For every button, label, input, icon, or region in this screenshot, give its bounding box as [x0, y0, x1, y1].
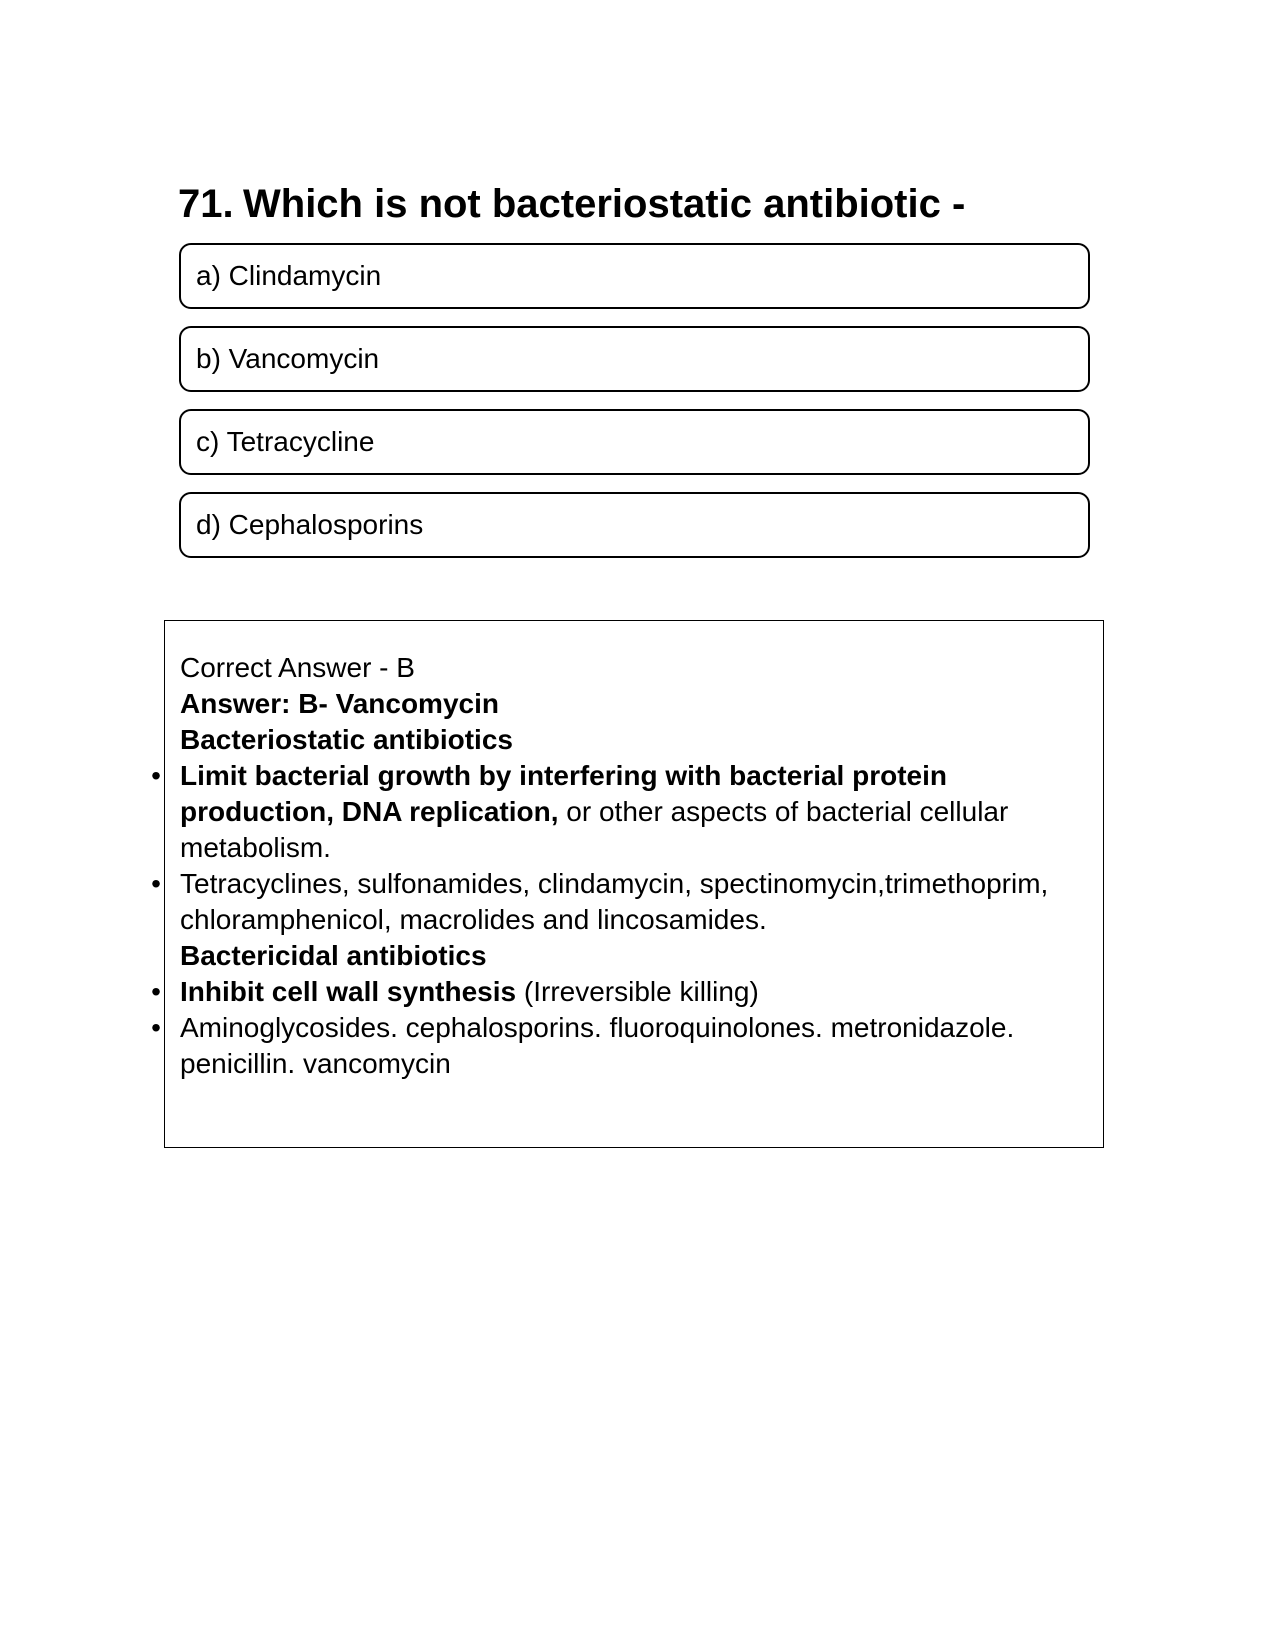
- bactericidal-point-2-text: Aminoglycosides. cephalosporins. fluoroquinolones. metronidazole. penicillin. vancomycin: [180, 1012, 1015, 1079]
- bullet-icon: •: [151, 1012, 161, 1043]
- bactericidal-point-1: [151, 974, 1080, 1010]
- bullet-icon: •: [151, 868, 161, 899]
- bacteriostatic-point-1-bold: Limit bacterial growth by interfering with bacterial protein production, DNA replication,: [180, 760, 947, 827]
- answer-explanation: [151, 650, 1080, 1082]
- answer-line: Answer: B- Vancomycin: [180, 688, 499, 719]
- option-c[interactable]: c) Tetracycline: [179, 409, 1090, 475]
- option-b[interactable]: b) Vancomycin: [179, 326, 1090, 392]
- bactericidal-point-1-bold: Inhibit cell wall synthesis: [180, 976, 517, 1007]
- bacteriostatic-point-1: [151, 758, 1080, 866]
- question-text: Which is not bacteriostatic antibiotic -: [243, 182, 966, 226]
- bacteriostatic-point-2: [151, 866, 1080, 938]
- question-number: 71.: [178, 182, 234, 226]
- bacteriostatic-point-2-text: Tetracyclines, sulfonamides, clindamycin, spectinomycin,trimethoprim, chloramphenicol, macrolides and lincosamides.: [180, 868, 1049, 935]
- option-a[interactable]: a) Clindamycin: [179, 243, 1090, 309]
- bacteriostatic-point-1-rest: or other aspects of bacterial cellular metabolism.: [180, 796, 1009, 863]
- bacteriostatic-heading: Bacteriostatic antibiotics: [180, 724, 513, 755]
- bactericidal-heading: Bactericidal antibiotics: [180, 940, 487, 971]
- bullet-icon: •: [151, 976, 161, 1007]
- question-title: [178, 176, 965, 232]
- bullet-icon: •: [151, 760, 161, 791]
- correct-answer-label: Correct Answer - B: [180, 652, 415, 683]
- bactericidal-point-1-rest: (Irreversible killing): [516, 976, 759, 1007]
- bactericidal-point-2: [151, 1010, 1080, 1082]
- option-d[interactable]: d) Cephalosporins: [179, 492, 1090, 558]
